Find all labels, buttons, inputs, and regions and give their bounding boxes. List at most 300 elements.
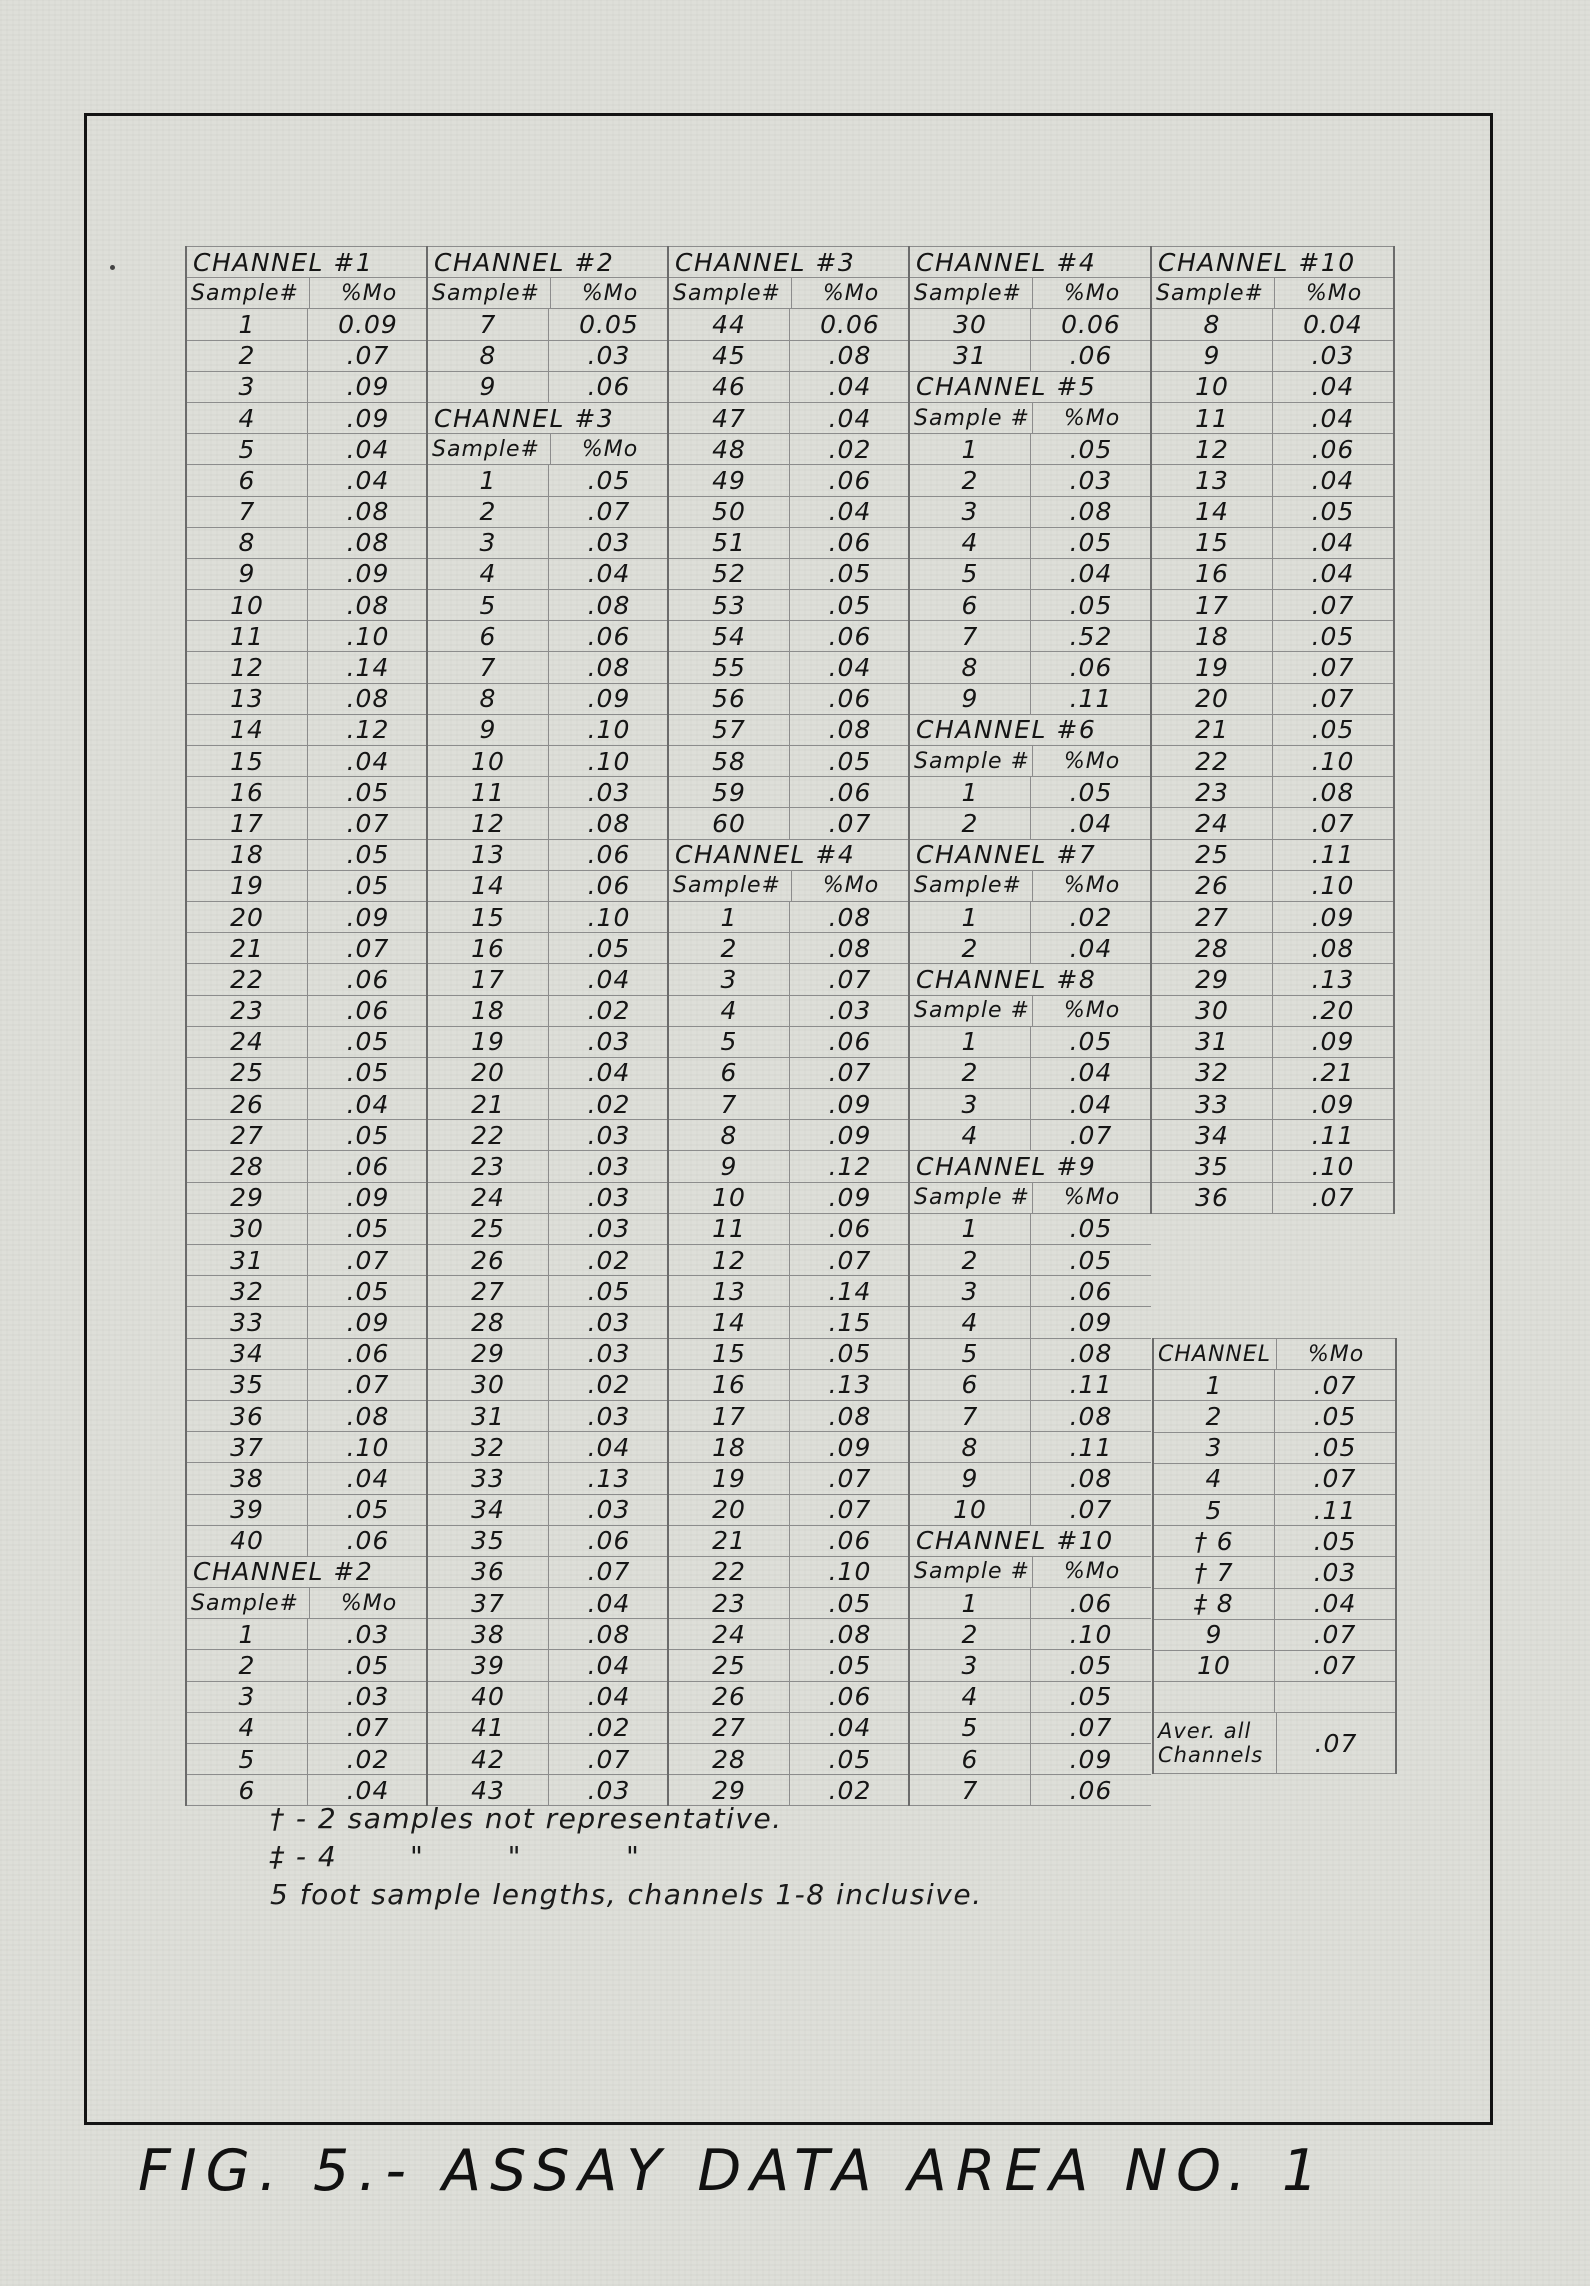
sample-number: 24 [187,1027,308,1057]
table-row [910,1120,1151,1151]
sample-number: 15 [428,902,549,932]
sample-number: 25 [1152,840,1273,870]
mo-header: %Mo [822,873,880,899]
table-column-5 [1150,246,1395,1214]
sample-number: 28 [1152,933,1273,963]
mo-value: .03 [587,1027,631,1057]
mo-header: %Mo [581,436,639,462]
mo-value: .04 [1069,808,1113,838]
mo-value: .10 [346,1432,390,1462]
channel-heading-row [187,1557,428,1588]
mo-value: .04 [587,1651,631,1681]
table-row [428,341,669,372]
mo-value: .07 [346,1245,390,1275]
table-row [910,1650,1151,1681]
table-row [669,1058,910,1089]
sample-number: 1 [428,465,549,495]
table-row [428,1713,669,1744]
summary-channel: 1 [1154,1370,1275,1400]
sample-number: 19 [1152,652,1273,682]
table-row [669,746,910,777]
table-row [669,1027,910,1058]
table-row [187,1151,428,1182]
sample-number: 1 [910,1588,1031,1618]
sample-number: 7 [910,621,1031,651]
sample-number: 7 [669,1089,790,1119]
table-row [669,1401,910,1432]
summary-row [1154,1589,1395,1620]
sample-number: 48 [669,434,790,464]
mo-header: %Mo [1063,873,1121,899]
sample-number: 1 [187,1619,308,1649]
sample-number: 2 [910,1619,1031,1649]
sample-number: 27 [187,1120,308,1150]
sample-number: 18 [1152,621,1273,651]
channel-heading: CHANNEL #1 [193,247,374,277]
summary-header-channel: CHANNEL [1154,1339,1277,1369]
table-row [187,871,428,902]
sample-number: 10 [187,590,308,620]
mo-value: .03 [1069,465,1113,495]
sample-number: 1 [669,902,790,932]
sample-number: 1 [910,434,1031,464]
table-row [1152,996,1393,1027]
column-header-row [910,278,1151,309]
mo-value: .05 [1069,777,1113,807]
average-value: .07 [1314,1728,1358,1758]
table-row [187,652,428,683]
sample-number: 22 [428,1120,549,1150]
mo-value: .05 [346,840,390,870]
mo-value: .13 [828,1370,872,1400]
table-row [187,1307,428,1338]
table-row [187,840,428,871]
footnotes [270,1800,982,1914]
table-row [669,933,910,964]
sample-number: 53 [669,590,790,620]
mo-value: .07 [1311,1183,1355,1213]
table-row [669,590,910,621]
table-row [187,715,428,746]
table-row [669,964,910,995]
sample-number: 15 [187,746,308,776]
sample-number: 23 [1152,777,1273,807]
mo-value: .03 [587,1775,631,1805]
table-row [187,621,428,652]
mo-value: 0.05 [579,309,639,339]
mo-value: .03 [1311,341,1355,371]
sample-number: 9 [669,1151,790,1181]
column-header-row [910,1557,1151,1588]
mo-value: .07 [828,1245,872,1275]
summary-row [1154,1557,1395,1588]
table-row [669,621,910,652]
sample-number: 2 [910,808,1031,838]
mo-value: .06 [828,1214,872,1244]
column-header-row [910,1183,1151,1214]
table-row [1152,715,1393,746]
table-row [1152,1183,1393,1214]
summary-row [1154,1464,1395,1495]
mo-value: .08 [346,528,390,558]
mo-header: %Mo [581,280,639,306]
mo-header: %Mo [1063,405,1121,431]
mo-value: .05 [1069,1027,1113,1057]
sample-number: 26 [1152,871,1273,901]
table-row [428,497,669,528]
table-row [910,1495,1151,1526]
table-row [187,1713,428,1744]
summary-channel: 3 [1154,1433,1275,1463]
table-row [910,1713,1151,1744]
mo-value: .04 [346,1463,390,1493]
table-row [669,465,910,496]
mo-value: .08 [828,933,872,963]
mo-value: .04 [346,465,390,495]
mo-value: .20 [1311,996,1355,1026]
mo-value: .02 [1069,902,1113,932]
sample-number: 31 [428,1401,549,1431]
sample-number: 4 [910,528,1031,558]
mo-value: .04 [1069,1089,1113,1119]
table-row [1152,590,1393,621]
mo-value: .13 [1311,964,1355,994]
mo-value: .03 [346,1619,390,1649]
sample-number: 12 [1152,434,1273,464]
summary-mo-value: .07 [1313,1464,1357,1494]
sample-header: Sample# [910,278,1033,308]
sample-number: 38 [428,1619,549,1649]
sample-number: 28 [669,1744,790,1774]
sample-number: 33 [428,1463,549,1493]
mo-header: %Mo [340,1590,398,1616]
sample-number: 8 [428,341,549,371]
sample-number: 37 [428,1588,549,1618]
mo-value: .05 [828,1339,872,1369]
mo-value: .06 [346,1526,390,1556]
table-row [187,1744,428,1775]
sample-number: 21 [1152,715,1273,745]
sample-number: 5 [187,1744,308,1774]
mo-value: .07 [346,341,390,371]
channel-heading: CHANNEL #2 [193,1557,374,1587]
sample-number: 21 [428,1089,549,1119]
table-row [428,1183,669,1214]
table-row [187,403,428,434]
sample-number: 4 [187,403,308,433]
mo-value: .04 [828,372,872,402]
sample-number: 1 [910,1214,1031,1244]
table-row [910,621,1151,652]
mo-value: .06 [828,684,872,714]
sample-number: 36 [428,1557,549,1587]
table-row [1152,341,1393,372]
mo-value: .08 [346,590,390,620]
sample-number: 6 [669,1058,790,1088]
sample-number: 6 [910,590,1031,620]
table-row [428,1744,669,1775]
table-row [669,777,910,808]
sample-number: 9 [428,715,549,745]
table-row [428,1401,669,1432]
summary-channel: † 6 [1154,1526,1275,1556]
sample-number: 7 [428,652,549,682]
table-row [910,1276,1151,1307]
table-row [910,1214,1151,1245]
table-row [187,528,428,559]
summary-row [1154,1495,1395,1526]
mo-value: .03 [587,1307,631,1337]
channel-heading-row [910,840,1151,871]
mo-value: 0.04 [1303,309,1363,339]
summary-mo-value: .03 [1313,1557,1357,1587]
sample-number: 23 [428,1151,549,1181]
summary-row [1154,1651,1395,1682]
sample-number: 19 [187,871,308,901]
sample-number: 2 [910,933,1031,963]
sample-number: 31 [1152,1027,1273,1057]
column-header-row [910,996,1151,1027]
sample-header: Sample # [910,1183,1033,1213]
mo-header: %Mo [340,280,398,306]
table-row [1152,840,1393,871]
table-row [428,1214,669,1245]
table-row [669,1307,910,1338]
mo-value: .09 [828,1432,872,1462]
mo-value: .06 [1069,341,1113,371]
sample-number: 7 [910,1775,1031,1805]
footnote-1: † - 2 samples not representative. [270,1802,783,1835]
mo-value: .05 [1069,1682,1113,1712]
table-row [428,1588,669,1619]
sample-number: 13 [669,1276,790,1306]
sample-number: 39 [428,1650,549,1680]
table-row [428,964,669,995]
table-row [669,497,910,528]
table-row [428,309,669,340]
mo-value: .07 [828,808,872,838]
table-row [1152,1027,1393,1058]
sample-number: 9 [428,372,549,402]
mo-value: .03 [587,1339,631,1369]
mo-value: .06 [346,1339,390,1369]
table-row [428,1120,669,1151]
channel-heading: CHANNEL #9 [916,1152,1097,1182]
table-row [187,1058,428,1089]
mo-value: .06 [828,1682,872,1712]
mo-value: .03 [587,1152,631,1182]
mo-value: .06 [828,621,872,651]
sample-header: Sample # [910,996,1033,1026]
mo-value: .10 [1311,871,1355,901]
summary-mo-value: .05 [1313,1526,1357,1556]
table-row [428,1557,669,1588]
table-row [669,1370,910,1401]
table-row [187,1339,428,1370]
table-row [428,1370,669,1401]
mo-value: .05 [828,1588,872,1618]
table-row [1152,528,1393,559]
sample-number: 19 [669,1463,790,1493]
mo-value: .03 [587,528,631,558]
table-row [1152,1058,1393,1089]
summary-mo-value: .05 [1313,1433,1357,1463]
summary-row [1154,1526,1395,1557]
sample-number: 57 [669,715,790,745]
mo-value: .08 [587,1619,631,1649]
mo-value: .06 [346,1152,390,1182]
sample-number: 32 [1152,1058,1273,1088]
mo-value: .04 [346,1089,390,1119]
sample-number: 5 [910,1339,1031,1369]
sample-number: 7 [187,497,308,527]
mo-value: .10 [587,715,631,745]
table-row [669,652,910,683]
table-column-2 [426,246,669,1806]
table-row [910,309,1151,340]
column-header-row [910,746,1151,777]
table-row [669,1276,910,1307]
mo-value: .09 [346,372,390,402]
table-row [910,1089,1151,1120]
table-row [1152,684,1393,715]
sample-number: 8 [910,652,1031,682]
table-row [1152,1151,1393,1182]
mo-value: .03 [346,1682,390,1712]
mo-value: .04 [587,1682,631,1712]
table-row [910,1744,1151,1775]
column-header-row [669,871,910,902]
sample-number: 41 [428,1713,549,1743]
mo-value: .07 [587,1557,631,1587]
table-row [910,1619,1151,1650]
mo-value: .05 [828,1651,872,1681]
mo-value: .09 [828,1183,872,1213]
mo-value: .07 [346,1370,390,1400]
summary-channel: 10 [1154,1651,1275,1681]
mo-value: .04 [587,1588,631,1618]
sample-number: 26 [187,1089,308,1119]
summary-header-mo: %Mo [1307,1341,1365,1367]
mo-value: .06 [587,621,631,651]
sample-number: 11 [669,1214,790,1244]
mo-value: .08 [828,1619,872,1649]
table-row [669,1650,910,1681]
table-row [428,1463,669,1494]
mo-value: .08 [828,341,872,371]
table-row [187,1463,428,1494]
mo-value: .05 [828,746,872,776]
sample-number: 12 [187,652,308,682]
sample-number: 35 [428,1526,549,1556]
table-row [187,902,428,933]
table-row [910,590,1151,621]
sample-number: 27 [428,1276,549,1306]
table-row [1152,403,1393,434]
table-row [187,996,428,1027]
table-row [187,309,428,340]
table-row [428,1089,669,1120]
mo-value: .07 [828,1463,872,1493]
sample-number: 1 [910,902,1031,932]
sample-number: 10 [669,1183,790,1213]
table-row [910,1370,1151,1401]
table-row [187,1089,428,1120]
channel-heading: CHANNEL #4 [916,247,1097,277]
table-row [1152,309,1393,340]
mo-value: .14 [828,1276,872,1306]
table-row [428,777,669,808]
sample-number: 23 [187,996,308,1026]
mo-value: .07 [346,1713,390,1743]
summary-mo-value: .07 [1313,1651,1357,1681]
table-row [187,1401,428,1432]
sample-number: 5 [187,434,308,464]
sample-number: 3 [187,372,308,402]
mo-value: .02 [587,1089,631,1119]
summary-header-row [1154,1338,1395,1370]
channel-heading-row [669,840,910,871]
mo-value: .07 [587,1744,631,1774]
mo-value: .09 [1311,1089,1355,1119]
mo-value: .05 [828,1744,872,1774]
sample-header: Sample # [910,746,1033,776]
sample-number: 8 [669,1120,790,1150]
mo-value: .04 [587,1058,631,1088]
table-row [669,559,910,590]
table-row [428,840,669,871]
table-row [669,1463,910,1494]
table-row [910,684,1151,715]
table-row [1152,434,1393,465]
mo-value: .52 [1069,621,1113,651]
sample-number: 32 [187,1276,308,1306]
sample-number: 16 [1152,559,1273,589]
mo-value: .04 [828,497,872,527]
channel-heading-row [910,246,1151,278]
table-row [669,341,910,372]
table-row [187,1276,428,1307]
table-row [910,808,1151,839]
mo-value: .08 [346,497,390,527]
table-row [669,715,910,746]
sample-number: 30 [1152,996,1273,1026]
channel-heading: CHANNEL #4 [675,840,856,870]
mo-value: .07 [1311,808,1355,838]
table-row [187,964,428,995]
sample-number: 32 [428,1432,549,1462]
mo-value: .06 [828,465,872,495]
sample-number: 35 [1152,1151,1273,1181]
mo-header: %Mo [1305,280,1363,306]
sample-number: 2 [910,1245,1031,1275]
mo-value: .08 [1311,933,1355,963]
sample-number: 22 [1152,746,1273,776]
column-header-row [428,434,669,465]
table-row [669,309,910,340]
sample-number: 4 [910,1307,1031,1337]
summary-row [1154,1620,1395,1651]
sample-header: Sample# [669,278,792,308]
sample-number: 30 [428,1370,549,1400]
mo-value: .02 [828,1775,872,1805]
table-row [910,1307,1151,1338]
sample-number: 2 [187,1650,308,1680]
footnote-2: ‡ - 4 " " " [270,1840,641,1873]
mo-value: .05 [346,871,390,901]
summary-channel: ‡ 8 [1154,1589,1275,1619]
sample-number: 5 [669,1027,790,1057]
